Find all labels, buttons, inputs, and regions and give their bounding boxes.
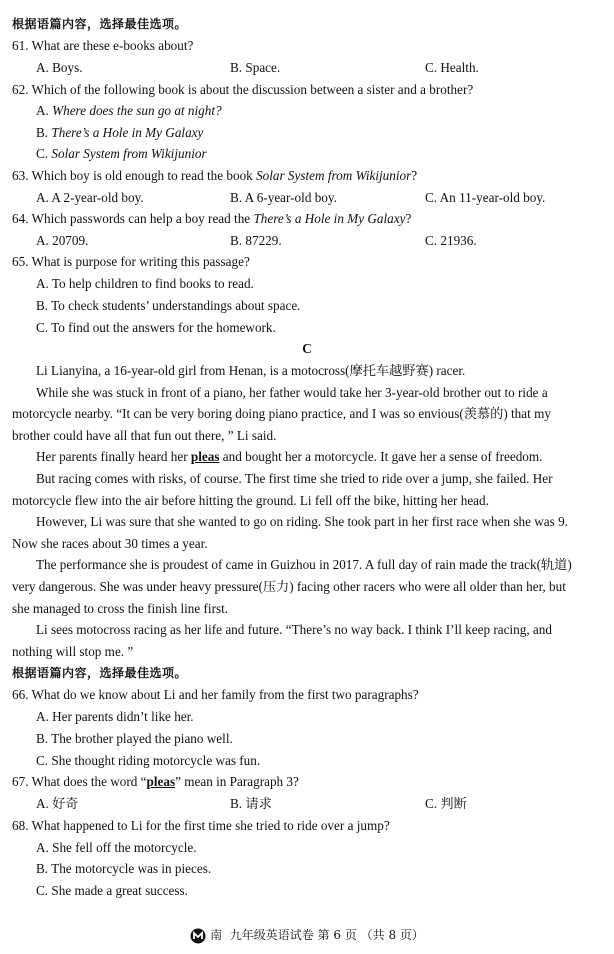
passage-p4-line1: But racing comes with risks, of course. The first time she tried to ride over a jump, she failed. Her [36,471,553,486]
question-61: 61. What are these e-books about? [12,38,194,53]
question-64 [12,211,411,227]
instruction-heading: 根据语篇内容，选择最佳选项。 [12,17,188,31]
q63-option-b: B. A 6-year-old boy. [230,190,337,205]
q65-option-a: A. To help children to find books to read. [36,276,254,291]
q64-stem-title: There’s a Hole in My Galaxy [253,211,406,226]
passage-p7-line1: Li sees motocross racing as her life and future. “There’s no way back. I think I’ll keep racing, and [36,622,552,637]
q68-option-a: A. She fell off the motorcycle. [36,840,197,855]
q63-option-a: A. A 2-year-old boy. [36,190,144,205]
q62-a-title: Where does the sun go at night? [52,103,222,118]
footer-school: 南 [210,928,223,942]
q64-option-c: C. 21936. [425,233,477,248]
q66-option-c: C. She thought riding motorcycle was fun. [36,753,261,768]
passage-p5-line2: Now she races about 30 times a year. [12,536,208,551]
q65-option-b: B. To check students’ understandings about space. [36,298,301,313]
q64-option-a: A. 20709. [36,233,89,248]
q68-option-b: B. The motorcycle was in pieces. [36,861,212,876]
q64-stem-post: ? [405,211,412,226]
instruction-heading-2: 根据语篇内容，选择最佳选项。 [12,666,188,680]
q63-stem-post: ? [411,168,418,183]
question-68: 68. What happened to Li for the first time she tried to ride over a jump? [12,818,390,833]
q67-option-b: B. 请求 [230,796,272,811]
question-65: 65. What is purpose for writing this passage? [12,254,250,269]
question-63 [12,168,417,184]
passage-p2-line3: brother could have all that fun out there, ” Li said. [12,428,277,443]
q64-stem-pre: 64. Which passwords can help a boy read the [12,211,254,226]
q62-option-c [36,146,207,162]
q62-b-prefix: B. [36,125,52,140]
q66-option-a: A. Her parents didn’t like her. [36,709,194,724]
q62-option-a [36,103,222,119]
q61-option-a: A. Boys. [36,60,83,75]
q67-option-a: A. 好奇 [36,796,79,811]
question-67 [12,774,299,790]
q65-option-c: C. To find out the answers for the homework. [36,320,276,335]
passage-p3 [36,449,542,465]
q63-stem-pre: 63. Which boy is old enough to read the book [12,168,257,183]
q63-stem-title: Solar System from Wikijunior [256,168,412,183]
q66-option-b: B. The brother played the piano well. [36,731,233,746]
question-66: 66. What do we know about Li and her family from the first two paragraphs? [12,687,419,702]
passage-p6-line1: The performance she is proudest of came in Guizhou in 2017. A full day of rain made the track(轨道) [36,557,572,572]
q62-c-title: Solar System from Wikijunior [51,146,207,161]
p3-key-word: pleas [190,449,220,464]
q64-option-b: B. 87229. [230,233,282,248]
passage-p2-line2: motorcycle nearby. “It can be very boring doing piano practice, and I was so envious(羡慕的) that my [12,406,551,421]
q63-option-c: C. An 11-year-old boy. [425,190,546,205]
passage-p1: Li Lianyina, a 16-year-old girl from Henan, is a motocross(摩托车越野赛) racer. [36,363,466,378]
passage-p7-line2: nothing will stop me. ” [12,644,134,659]
q62-option-b [36,125,203,141]
passage-p2-line1: While she was stuck in front of a piano, her father would take her 3-year-old brother out to ride a [36,385,548,400]
q67-option-c: C. 判断 [425,796,467,811]
q67-stem-post: ” mean in Paragraph 3? [175,774,299,789]
page-footer [0,926,614,944]
q62-c-prefix: C. [36,146,52,161]
p3-pre: Her parents finally heard her [36,449,191,464]
p3-post: and bought her a motorcycle. It gave her a sense of freedom. [219,449,543,464]
q62-a-prefix: A. [36,103,53,118]
q61-option-c: C. Health. [425,60,479,75]
q67-key-word: pleas [146,774,176,789]
passage-p4-line2: motorcycle flew into the air before hitting the ground. Li fell off the bike, hitting her head. [12,493,489,508]
passage-p6-line3: she managed to cross the finish line first. [12,601,229,616]
section-heading-c: C [302,341,312,356]
q67-stem-pre: 67. What does the word “ [12,774,147,789]
school-logo-icon [190,928,206,944]
passage-p6-line2: very dangerous. She was under heavy pressure(压力) facing other racers who were all older than her, but [12,579,566,594]
q61-option-b: B. Space. [230,60,281,75]
q68-option-c: C. She made a great success. [36,883,188,898]
passage-p5-line1: However, Li was sure that she wanted to go on riding. She took part in her first race when she was 9. [36,514,568,529]
footer-page-info: 九年级英语试卷 第 6 页 （共 8 页） [229,928,424,942]
question-62: 62. Which of the following book is about the discussion between a sister and a brother? [12,82,474,97]
q62-b-title: There’s a Hole in My Galaxy [51,125,204,140]
